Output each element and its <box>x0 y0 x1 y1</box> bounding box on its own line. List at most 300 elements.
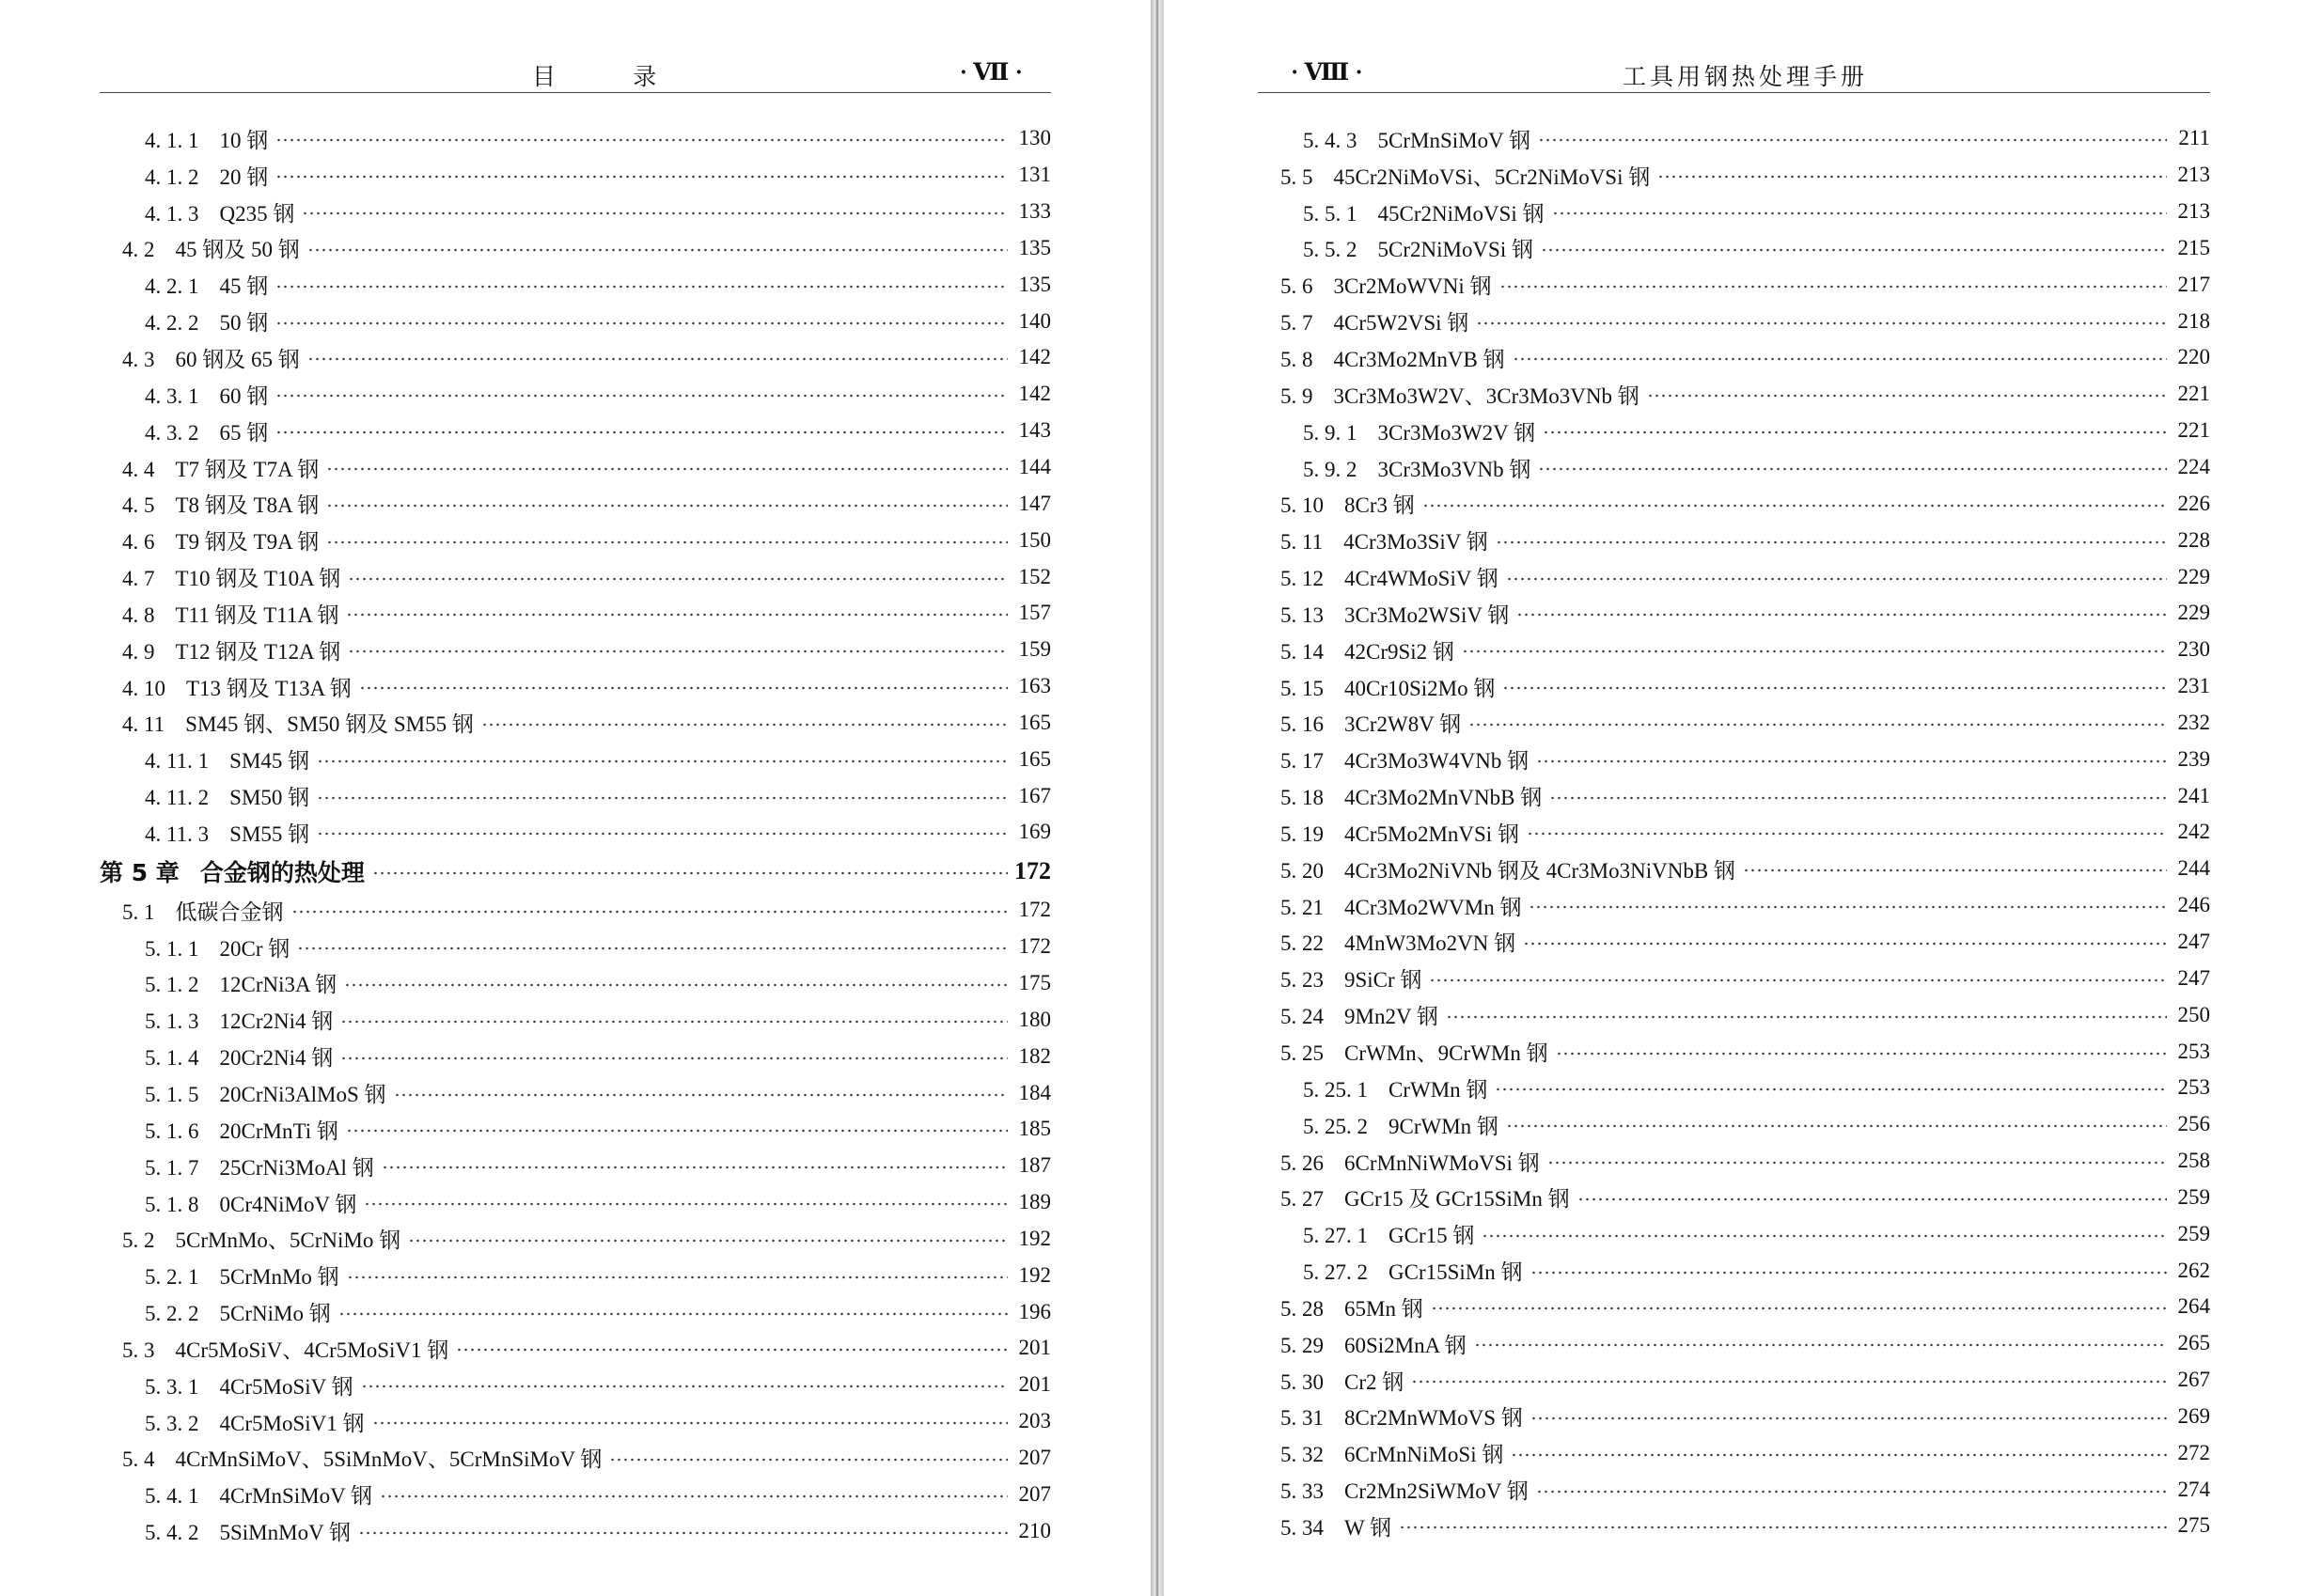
dot-leader <box>346 1129 1008 1133</box>
toc-entry[interactable] <box>1258 741 2210 777</box>
dot-leader <box>1523 942 2167 946</box>
toc-entry[interactable] <box>1258 996 2210 1033</box>
toc-entry-number: 5. 9. 1 <box>1303 420 1357 445</box>
toc-entry[interactable] <box>100 1038 1051 1074</box>
toc-entry[interactable] <box>1258 851 2210 887</box>
toc-entry[interactable] <box>1258 376 2210 413</box>
toc-entry-number: 5. 24 <box>1280 1005 1324 1029</box>
dot-leader <box>1506 577 2167 581</box>
toc-entry[interactable] <box>100 376 1051 413</box>
dot-leader <box>1556 1052 2167 1056</box>
toc-entry[interactable] <box>1258 1252 2210 1289</box>
dot-leader <box>291 910 1009 914</box>
toc-entry-number: 5. 13 <box>1280 602 1324 627</box>
toc-entry[interactable] <box>100 558 1051 595</box>
toc-entry-page: 175 <box>1018 970 1051 994</box>
toc-entry-number: 5. 18 <box>1280 786 1324 810</box>
toc-entry[interactable] <box>1258 705 2210 742</box>
toc-entry-title: 3Cr2W8V 钢 <box>1344 712 1462 737</box>
toc-entry-number: 4. 3. 1 <box>145 383 199 408</box>
dot-leader <box>326 467 1008 471</box>
dot-leader <box>1536 759 2167 763</box>
toc-entry-title: 5CrMnSiMoV 钢 <box>1377 128 1531 152</box>
toc-entry-page: 172 <box>1014 856 1051 884</box>
toc-list <box>100 120 1051 1549</box>
toc-entry-page: 215 <box>2177 235 2210 259</box>
toc-entry-title: 0Cr4NiMoV 钢 <box>219 1192 357 1216</box>
dot-leader <box>1502 686 2167 690</box>
toc-entry[interactable] <box>1258 1070 2210 1106</box>
toc-entry-page: 192 <box>1018 1262 1051 1287</box>
toc-entry-title: 5CrMnMo、5CrNiMo 钢 <box>175 1228 401 1253</box>
book-gutter <box>1151 0 1164 1596</box>
toc-entry[interactable] <box>100 668 1051 705</box>
toc-entry-title: 60Si2MnA 钢 <box>1344 1333 1467 1357</box>
toc-entry[interactable] <box>100 814 1051 851</box>
toc-entry[interactable] <box>1258 1033 2210 1070</box>
toc-entry-title: 10 钢 <box>219 128 269 152</box>
dot-leader <box>609 1458 1008 1462</box>
toc-entry[interactable] <box>100 303 1051 339</box>
toc-entry-page: 269 <box>2177 1403 2210 1428</box>
toc-entry-title: 4CrMnSiMoV、5SiMnMoV、5CrMnSiMoV 钢 <box>175 1447 603 1472</box>
toc-entry[interactable] <box>100 1257 1051 1293</box>
dot-leader <box>1657 175 2167 179</box>
toc-entry-page: 247 <box>2177 929 2210 953</box>
toc-entry[interactable] <box>1258 777 2210 814</box>
toc-entry-title: 4MnW3Mo2VN 钢 <box>1344 931 1516 956</box>
toc-entry-title: 9CrWMn 钢 <box>1388 1114 1498 1138</box>
toc-entry-page: 157 <box>1018 601 1051 625</box>
header-page-number: · Ⅶ · <box>959 60 1023 86</box>
toc-entry-title: 4Cr3Mo3SiV 钢 <box>1343 530 1488 555</box>
toc-entry-title: T12 钢及 T12A 钢 <box>175 639 341 664</box>
toc-entry-title: 4Cr3Mo2MnVNbB 钢 <box>1344 786 1543 810</box>
toc-entry[interactable] <box>100 157 1051 194</box>
toc-entry-title: 9SiCr 钢 <box>1344 968 1422 993</box>
toc-entry-title: 20Cr2Ni4 钢 <box>219 1046 334 1071</box>
toc-entry-title: GCr15 及 GCr15SiMn 钢 <box>1344 1187 1570 1212</box>
toc-entry-number: 5. 32 <box>1280 1443 1324 1467</box>
toc-entry[interactable] <box>100 1367 1051 1403</box>
toc-entry-title: Cr2 钢 <box>1344 1369 1404 1394</box>
toc-entry-page: 207 <box>1018 1481 1051 1506</box>
dot-leader <box>1530 1271 2168 1275</box>
toc-entry-page: 187 <box>1018 1153 1051 1178</box>
toc-entry[interactable] <box>100 1148 1051 1184</box>
toc-entry-number: 5. 1. 2 <box>145 973 199 997</box>
dot-leader <box>1499 285 2167 289</box>
toc-entry[interactable] <box>1258 230 2210 267</box>
toc-entry-title: 4CrMnSiMoV 钢 <box>219 1484 373 1509</box>
toc-entry[interactable] <box>1258 924 2210 961</box>
toc-entry-number: 5. 27. 2 <box>1303 1260 1368 1285</box>
dot-leader <box>1462 649 2167 653</box>
dot-leader <box>1577 1197 2167 1201</box>
toc-entry[interactable] <box>100 1220 1051 1257</box>
toc-entry-number: 5. 25 <box>1280 1041 1324 1066</box>
toc-entry-page: 150 <box>1018 527 1051 552</box>
toc-entry[interactable] <box>100 413 1051 449</box>
toc-entry[interactable] <box>1258 266 2210 303</box>
toc-entry-title: 6CrMnNiMoSi 钢 <box>1344 1443 1504 1467</box>
toc-entry-title: 4Cr3Mo2NiVNb 钢及 4Cr3Mo3NiVNbB 钢 <box>1344 858 1735 883</box>
toc-list <box>1258 120 2210 1544</box>
toc-entry[interactable] <box>1258 485 2210 522</box>
toc-entry-page: 203 <box>1018 1409 1051 1433</box>
toc-entry-number: 5. 14 <box>1280 639 1324 664</box>
toc-entry-page: 185 <box>1018 1117 1051 1141</box>
dot-leader <box>1743 868 2167 872</box>
dot-leader <box>275 321 1008 325</box>
toc-entry-page: 152 <box>1018 564 1051 588</box>
toc-entry-title: T10 钢及 T10A 钢 <box>175 567 341 591</box>
toc-entry-page: 133 <box>1018 199 1051 224</box>
toc-entry[interactable] <box>1258 595 2210 632</box>
toc-entry-title: Cr2Mn2SiWMoV 钢 <box>1344 1479 1529 1504</box>
toc-entry-title: 4Cr5MoSiV 钢 <box>219 1374 353 1399</box>
toc-entry[interactable] <box>100 595 1051 632</box>
toc-entry[interactable] <box>1258 1362 2210 1399</box>
dot-leader <box>1527 832 2167 836</box>
toc-entry-title: 8Cr3 钢 <box>1344 493 1415 518</box>
toc-entry-number: 4. 2. 1 <box>145 274 199 299</box>
toc-entry-number: 5. 4. 2 <box>145 1521 199 1545</box>
toc-entry-title: GCr15SiMn 钢 <box>1388 1260 1523 1285</box>
toc-entry-title: 4Cr3Mo2WVMn 钢 <box>1344 895 1522 919</box>
dot-leader <box>275 175 1008 179</box>
toc-entry[interactable] <box>1258 1434 2210 1471</box>
toc-entry-title: 45Cr2NiMoVSi、5Cr2NiMoVSi 钢 <box>1333 164 1651 189</box>
toc-entry-page: 262 <box>2177 1258 2210 1282</box>
toc-entry[interactable] <box>100 522 1051 558</box>
dot-leader <box>275 394 1008 398</box>
toc-entry-number: 4. 10 <box>122 676 165 700</box>
toc-entry-title: 4Cr5MoSiV1 钢 <box>219 1411 365 1435</box>
dot-leader <box>1496 540 2167 544</box>
toc-entry-title: 4Cr5MoSiV、4Cr5MoSiV1 钢 <box>175 1338 449 1362</box>
toc-entry-number: 5. 1. 3 <box>145 1009 199 1034</box>
dot-leader <box>1482 1234 2167 1238</box>
toc-entry-number: 5. 10 <box>1280 493 1324 518</box>
toc-entry-number: 5. 16 <box>1280 712 1324 737</box>
toc-entry-title: 4Cr3Mo3W4VNb 钢 <box>1344 749 1529 774</box>
dot-leader <box>317 796 1008 800</box>
dot-leader <box>344 983 1008 987</box>
toc-entry-title: 45 钢及 50 钢 <box>175 238 300 262</box>
toc-entry-title: SM55 钢 <box>229 821 310 846</box>
dot-leader <box>456 1348 1008 1352</box>
toc-entry-number: 4. 1. 1 <box>145 128 199 152</box>
toc-entry-page: 165 <box>1018 746 1051 771</box>
toc-entry[interactable] <box>1258 1179 2210 1215</box>
toc-entry-number: 5. 19 <box>1280 821 1324 846</box>
toc-entry-number: 4. 8 <box>122 602 155 627</box>
toc-entry-number: 5. 25. 1 <box>1303 1077 1368 1102</box>
toc-entry[interactable] <box>1258 1325 2210 1362</box>
toc-entry-page: 244 <box>2177 856 2210 881</box>
toc-entry-title: T13 钢及 T13A 钢 <box>186 676 352 700</box>
toc-entry[interactable] <box>100 1111 1051 1148</box>
toc-entry-number: 4. 5 <box>122 493 155 518</box>
toc-entry-page: 264 <box>2177 1294 2210 1319</box>
dot-leader <box>275 138 1008 142</box>
toc-entry-page: 159 <box>1018 637 1051 662</box>
dot-leader <box>340 1020 1008 1024</box>
toc-entry[interactable] <box>100 194 1051 230</box>
toc-entry[interactable] <box>1258 632 2210 668</box>
toc-entry-number: 5. 12 <box>1280 567 1324 591</box>
right-page <box>1164 0 2306 1596</box>
toc-entry-page: 196 <box>1018 1299 1051 1323</box>
toc-entry-number: 第 5 章 <box>100 858 180 886</box>
dot-leader <box>1547 1161 2167 1165</box>
toc-entry-number: 5. 34 <box>1280 1515 1324 1540</box>
toc-entry[interactable] <box>100 266 1051 303</box>
toc-entry-page: 182 <box>1018 1043 1051 1068</box>
toc-entry[interactable] <box>1258 522 2210 558</box>
toc-entry-number: 5. 27 <box>1280 1187 1324 1212</box>
toc-entry[interactable] <box>1258 413 2210 449</box>
toc-entry-number: 5. 33 <box>1280 1479 1324 1504</box>
toc-entry[interactable] <box>100 1293 1051 1330</box>
toc-entry-number: 5. 31 <box>1280 1406 1324 1431</box>
toc-entry-number: 4. 11. 1 <box>145 749 210 774</box>
toc-entry[interactable] <box>1258 668 2210 705</box>
toc-entry-number: 5. 30 <box>1280 1369 1324 1394</box>
toc-entry-page: 226 <box>2177 491 2210 515</box>
toc-entry-page: 232 <box>2177 710 2210 734</box>
toc-entry[interactable] <box>100 339 1051 376</box>
toc-entry-number: 5. 2. 1 <box>145 1265 199 1290</box>
dot-leader <box>372 871 1008 875</box>
toc-entry-page: 167 <box>1018 783 1051 807</box>
toc-entry[interactable] <box>1258 1508 2210 1544</box>
toc-entry-number: 4. 9 <box>122 639 155 664</box>
toc-entry[interactable] <box>100 1440 1051 1477</box>
toc-entry[interactable] <box>1258 887 2210 924</box>
toc-entry-number: 5. 4. 3 <box>1303 128 1357 152</box>
dot-leader <box>1431 1307 2167 1310</box>
toc-entry[interactable] <box>1258 157 2210 194</box>
toc-entry-page: 140 <box>1018 308 1051 333</box>
dot-leader <box>348 649 1008 653</box>
dot-leader <box>1474 1343 2167 1347</box>
toc-entry-page: 192 <box>1018 1226 1051 1250</box>
toc-entry-page: 184 <box>1018 1080 1051 1104</box>
toc-entry-number: 5. 1. 1 <box>145 936 199 961</box>
toc-entry-page: 242 <box>2177 820 2210 844</box>
toc-entry-number: 5. 15 <box>1280 676 1324 700</box>
toc-entry[interactable] <box>1258 1289 2210 1325</box>
dot-leader <box>1529 905 2167 909</box>
header-title: 目 录 <box>532 65 693 90</box>
toc-entry-title: 4Cr5W2VSi 钢 <box>1333 311 1469 336</box>
dot-leader <box>408 1239 1008 1243</box>
dot-leader <box>481 723 1008 727</box>
header-page-number: · Ⅷ · <box>1291 60 1363 86</box>
toc-entry[interactable] <box>100 632 1051 668</box>
dot-leader <box>338 1312 1008 1316</box>
toc-entry-title: CrWMn 钢 <box>1388 1077 1488 1102</box>
toc-entry-title: 4Cr4WMoSiV 钢 <box>1344 567 1498 591</box>
toc-entry-page: 224 <box>2177 455 2210 479</box>
toc-entry[interactable] <box>100 1476 1051 1512</box>
toc-entry-title: T11 钢及 T11A 钢 <box>175 602 339 627</box>
toc-entry-page: 144 <box>1018 455 1051 479</box>
toc-entry[interactable] <box>100 1512 1051 1549</box>
toc-entry-page: 201 <box>1018 1336 1051 1360</box>
toc-entry[interactable] <box>1258 303 2210 339</box>
dot-leader <box>1422 504 2167 508</box>
dot-leader <box>297 947 1008 950</box>
dot-leader <box>1647 394 2167 398</box>
toc-entry-number: 5. 2 <box>122 1228 155 1253</box>
toc-entry-page: 143 <box>1018 418 1051 443</box>
toc-entry-number: 4. 3. 2 <box>145 420 199 445</box>
toc-entry-number: 5. 4. 1 <box>145 1484 199 1509</box>
toc-entry[interactable] <box>100 892 1051 929</box>
toc-entry-title: 9Mn2V 钢 <box>1344 1005 1438 1029</box>
dot-leader <box>1543 430 2167 434</box>
header-title: 工具用钢热处理手册 <box>1623 65 1869 90</box>
toc-entry-page: 272 <box>2177 1440 2210 1464</box>
toc-entry-title: 20CrNi3AlMoS 钢 <box>219 1083 386 1107</box>
toc-entry-page: 253 <box>2177 1039 2210 1063</box>
toc-entry-number: 4. 11. 2 <box>145 786 210 810</box>
toc-entry-title: CrWMn、9CrWMn 钢 <box>1344 1041 1548 1066</box>
toc-entry-number: 5. 1. 7 <box>145 1155 199 1180</box>
toc-entry-title: 45 钢 <box>219 274 269 299</box>
toc-entry-page: 256 <box>2177 1112 2210 1136</box>
toc-entry-page: 207 <box>1018 1445 1051 1469</box>
toc-entry-page: 229 <box>2177 564 2210 588</box>
toc-entry[interactable] <box>100 705 1051 742</box>
toc-entry-title: 65Mn 钢 <box>1344 1296 1423 1321</box>
toc-entry-number: 5. 9 <box>1280 383 1313 408</box>
toc-entry[interactable] <box>1258 1215 2210 1252</box>
toc-entry-page: 220 <box>2177 345 2210 369</box>
toc-entry-title: 25CrNi3MoAl 钢 <box>219 1155 374 1180</box>
dot-leader <box>358 1531 1008 1535</box>
toc-entry-title: 5CrNiMo 钢 <box>219 1302 331 1326</box>
toc-entry-title: T7 钢及 T7A 钢 <box>175 457 320 481</box>
toc-entry-page: 172 <box>1018 898 1051 922</box>
toc-entry[interactable] <box>1258 814 2210 851</box>
toc-entry[interactable] <box>100 1184 1051 1221</box>
toc-entry[interactable] <box>100 1330 1051 1367</box>
dot-leader <box>1538 467 2167 471</box>
toc-entry-number: 4. 6 <box>122 530 155 555</box>
toc-entry-page: 130 <box>1018 126 1051 150</box>
page-header <box>100 55 1051 93</box>
toc-entry-page: 221 <box>2177 382 2210 406</box>
dot-leader <box>275 285 1008 289</box>
toc-entry-number: 5. 7 <box>1280 311 1313 336</box>
toc-entry-title: 60 钢及 65 钢 <box>175 347 300 371</box>
toc-entry[interactable] <box>100 777 1051 814</box>
toc-entry[interactable] <box>1258 120 2210 157</box>
toc-entry-page: 265 <box>2177 1331 2210 1355</box>
toc-entry[interactable] <box>100 741 1051 777</box>
toc-entry-title: GCr15 钢 <box>1388 1224 1475 1248</box>
toc-entry[interactable] <box>1258 194 2210 230</box>
toc-entry-number: 5. 4 <box>122 1447 155 1472</box>
toc-entry-number: 5. 25. 2 <box>1303 1114 1368 1138</box>
toc-entry[interactable] <box>1258 1399 2210 1435</box>
toc-entry-page: 258 <box>2177 1149 2210 1173</box>
toc-entry-title: 12CrNi3A 钢 <box>219 973 337 997</box>
left-page <box>0 0 1151 1596</box>
toc-entry-page: 218 <box>2177 308 2210 333</box>
dot-leader <box>317 759 1008 763</box>
toc-entry[interactable] <box>100 230 1051 267</box>
dot-leader <box>302 211 1008 215</box>
toc-entry-number: 5. 27. 1 <box>1303 1224 1368 1248</box>
toc-entry-title: T8 钢及 T8A 钢 <box>175 493 320 518</box>
dot-leader <box>340 1056 1008 1060</box>
toc-entry-page: 165 <box>1018 710 1051 734</box>
toc-entry[interactable] <box>1258 1143 2210 1180</box>
toc-entry[interactable] <box>100 1403 1051 1440</box>
toc-entry-number: 5. 1. 5 <box>145 1083 199 1107</box>
dot-leader <box>347 1275 1008 1279</box>
toc-entry-title: 4Cr3Mo2MnVB 钢 <box>1333 347 1505 371</box>
toc-entry-title: 5Cr2NiMoVSi 钢 <box>1377 238 1533 262</box>
toc-entry-title: 12Cr2Ni4 钢 <box>219 1009 334 1034</box>
toc-entry-page: 135 <box>1018 235 1051 259</box>
toc-entry-page: 189 <box>1018 1190 1051 1214</box>
toc-entry-page: 230 <box>2177 637 2210 662</box>
dot-leader <box>346 613 1008 617</box>
toc-entry-number: 5. 1. 8 <box>145 1192 199 1216</box>
toc-entry[interactable] <box>100 449 1051 486</box>
toc-entry[interactable] <box>100 1001 1051 1038</box>
dot-leader <box>1429 978 2167 982</box>
toc-entry-page: 213 <box>2177 163 2210 187</box>
toc-entry-number: 5. 3. 1 <box>145 1374 199 1399</box>
toc-entry-page: 221 <box>2177 418 2210 443</box>
toc-entry-number: 4. 2. 2 <box>145 311 199 336</box>
toc-entry-page: 210 <box>1018 1518 1051 1542</box>
toc-entry-number: 4. 7 <box>122 567 155 591</box>
dot-leader <box>1516 613 2167 617</box>
toc-entry[interactable] <box>1258 1471 2210 1508</box>
toc-entry-number: 4. 4 <box>122 457 155 481</box>
toc-entry-number: 5. 6 <box>1280 274 1313 299</box>
toc-entry[interactable] <box>1258 339 2210 376</box>
toc-entry-page: 142 <box>1018 382 1051 406</box>
toc-entry[interactable] <box>100 485 1051 522</box>
toc-entry-page: 267 <box>2177 1368 2210 1392</box>
toc-entry-page: 274 <box>2177 1477 2210 1501</box>
toc-entry[interactable] <box>1258 1106 2210 1143</box>
toc-entry[interactable] <box>1258 960 2210 996</box>
toc-entry[interactable] <box>1258 558 2210 595</box>
toc-entry[interactable] <box>100 929 1051 965</box>
toc-entry[interactable] <box>100 1074 1051 1111</box>
toc-entry-title: 3Cr3Mo3W2V 钢 <box>1377 420 1536 445</box>
toc-entry-title: T9 钢及 T9A 钢 <box>175 530 320 555</box>
toc-entry-number: 4. 2 <box>122 238 155 262</box>
toc-entry[interactable] <box>1258 449 2210 486</box>
toc-entry-page: 201 <box>1018 1372 1051 1397</box>
toc-entry[interactable] <box>100 120 1051 157</box>
dot-leader <box>1538 138 2167 142</box>
toc-chapter-entry[interactable] <box>100 851 1051 892</box>
dot-leader <box>361 1385 1008 1388</box>
toc-entry[interactable] <box>100 965 1051 1002</box>
